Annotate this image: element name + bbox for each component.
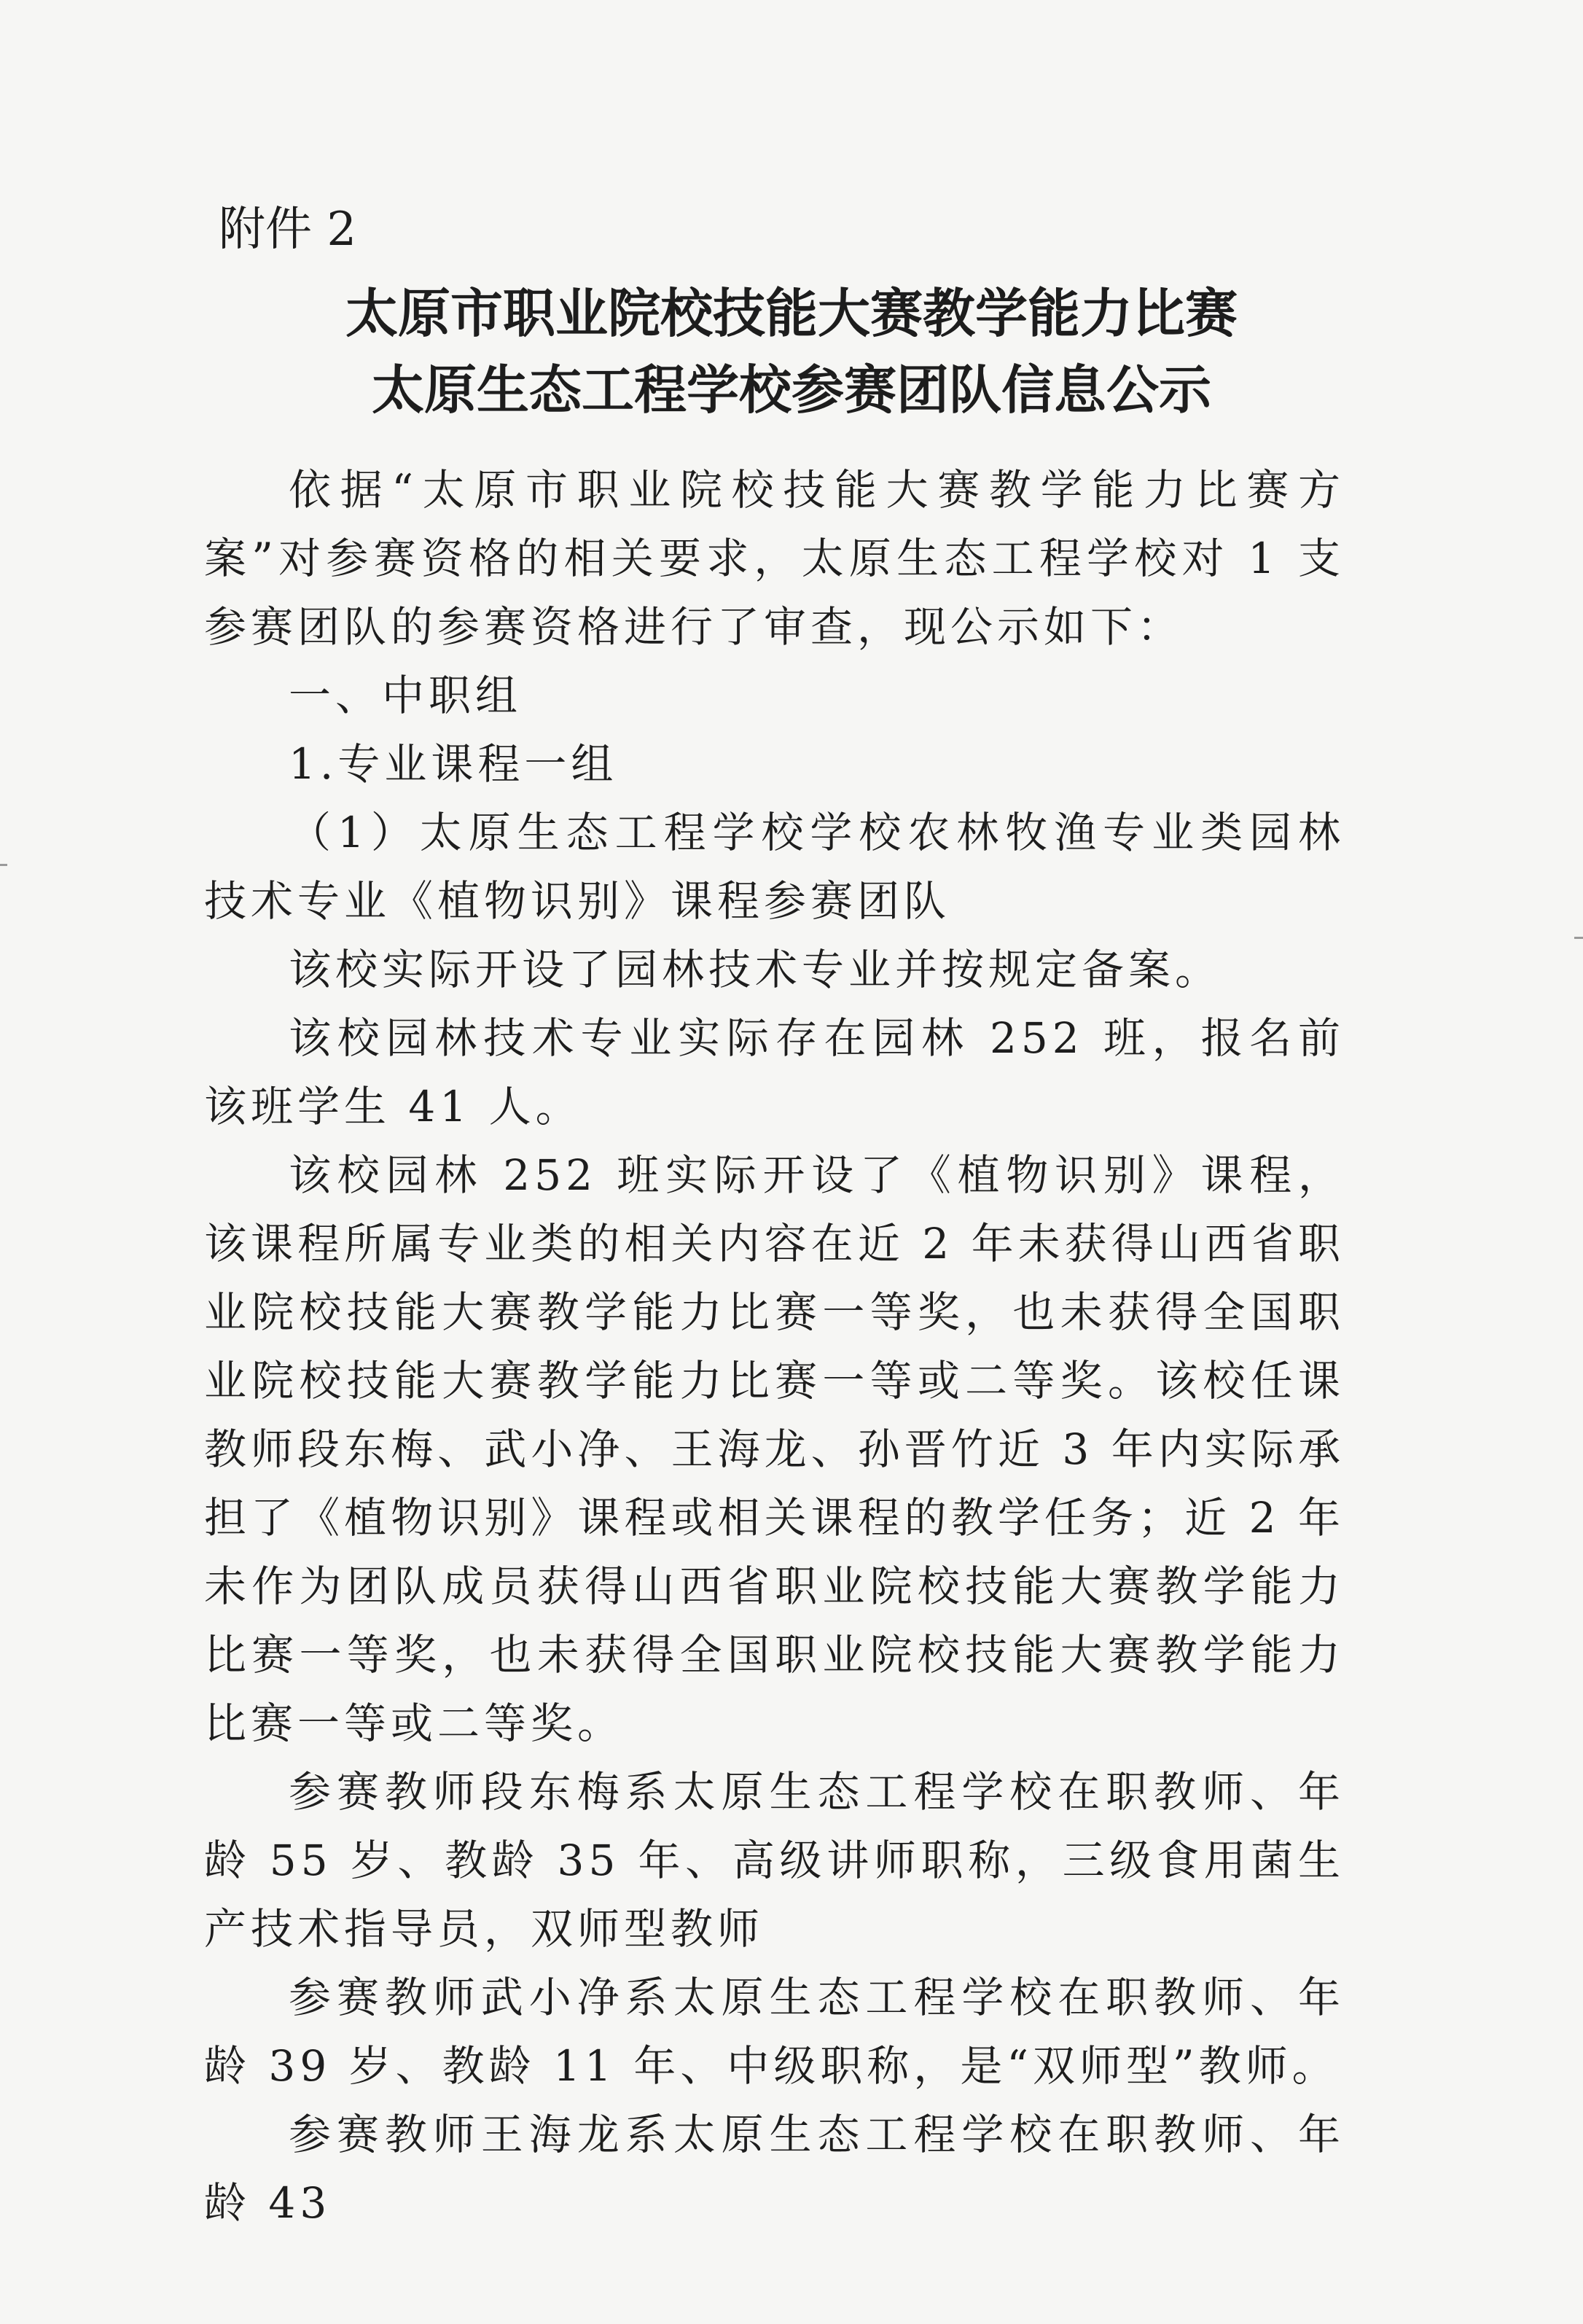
document-body: [204, 456, 1345, 2237]
subsection-heading-course-group: 1.专业课程一组: [289, 739, 618, 789]
scan-mark-right: [1574, 937, 1583, 939]
section-heading-vocational: 一、中职组: [289, 671, 523, 720]
paragraph-intro: 依据“太原市职业院校技能大赛教学能力比赛方案”对参赛资格的相关要求，太原生态工程学校对 1 支参赛团队的参赛资格进行了审查，现公示如下：: [204, 465, 1345, 652]
document-title-line-1: 太原市职业院校技能大赛教学能力比赛: [345, 283, 1238, 344]
paragraph-teacher-wu: 参赛教师武小净系太原生态工程学校在职教师、年龄 39 岁、教龄 11 年、中级职称，是“双师型”教师。: [204, 1973, 1345, 2091]
paragraph-teacher-duan: 参赛教师段东梅系太原生态工程学校在职教师、年龄 55 岁、教龄 35 年、高级讲师职称，三级食用菌生产技术指导员，双师型教师: [204, 1767, 1345, 1954]
paragraph-class-info: 该校园林技术专业实际存在园林 252 班，报名前该班学生 41 人。: [204, 1013, 1345, 1131]
team-heading: （1）太原生态工程学校学校农林牧渔专业类园林技术专业《植物识别》课程参赛团队: [204, 808, 1345, 926]
paragraph-major-registration: 该校实际开设了园林技术专业并按规定备案。: [289, 945, 1222, 994]
attachment-label: 附件 2: [219, 203, 357, 257]
paragraph-course-eligibility: 该校园林 252 班实际开设了《植物识别》课程，该课程所属专业类的相关内容在近 2 年未获得山西省职业院校技能大赛教学能力比赛一等奖，也未获得全国职业院校技能大赛教学能力比赛一等或二等奖。该校任课教师段东梅、武小净、王海龙、孙晋竹近 3 年内实际承担了《植物识别》课程或相关课程的教学任务；近 2 年未作为团队成员获得山西省职业院校技能大赛教学能力比赛一等奖，也未获得全国职业院校技能大赛教学能力比赛一等或二等奖。: [204, 1150, 1345, 1748]
document-title-line-2: 太原生态工程学校参赛团队信息公示: [371, 359, 1211, 421]
scan-mark-left: [0, 864, 7, 866]
paragraph-teacher-wang: 参赛教师王海龙系太原生态工程学校在职教师、年龄 43: [204, 2110, 1345, 2228]
